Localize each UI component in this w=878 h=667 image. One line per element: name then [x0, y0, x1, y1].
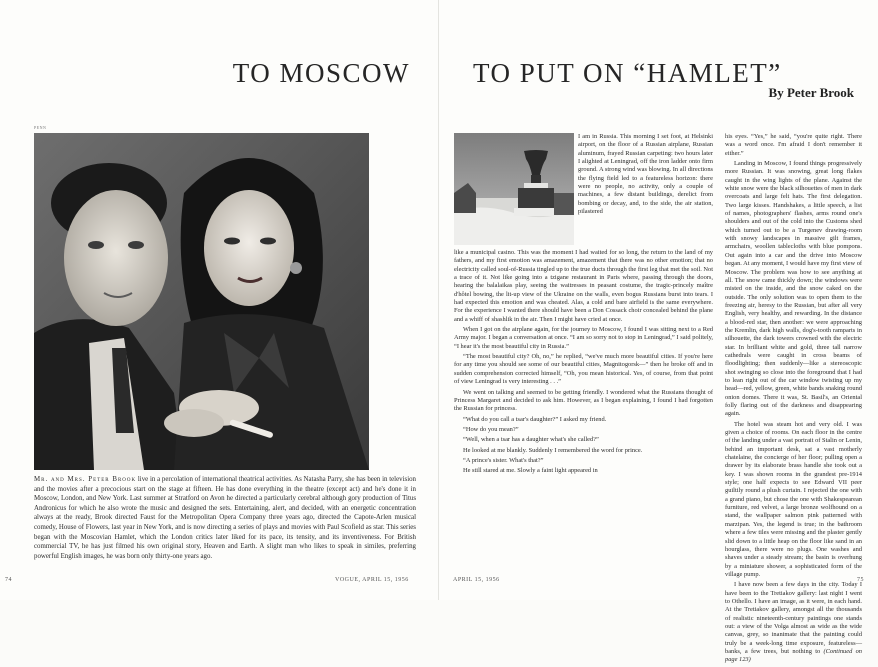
article-paragraph: He still stared at me. Slowly a faint light appeared in — [463, 467, 598, 475]
article-paragraph: “How do you mean?” — [463, 425, 519, 433]
portrait-photo — [34, 133, 369, 470]
article-paragraph: I am in Russia. This morning I set foot, at Helsinki airport, on the floor of a Russian airplane, Russian aluminum, frayed Russian carpeting: two hours later I alighted at Leningrad, off the iron ladder onto firm ground. A strong wind was blowing. In all directions the flying field led to a featureless horizon: there were no people, no activity, only a couple of machines, a few distant buildings, derelict from bombing or decay, and, to the side, the air station, pilastered — [578, 133, 713, 216]
photo-caption — [34, 475, 416, 561]
headline-right: TO PUT ON “HAMLET” — [473, 58, 782, 89]
right-page — [439, 0, 878, 664]
article-paragraph: like a municipal casino. This was the moment I had waited for so long, the return to the land of my fathers, and my first emotion was amazement, amazement that there was no other emotion; that no electricity called soul-of-Russia tingled up to the true ducts through the first leg that met the soil. Not a trace of it. Not like going into a tzigane restaurant in Paris where, passing through the doors, hearing the balalaikas play, seeing the waitresses in peasant costume, the tragic-princely maître d'hôtel bowing, the lit-up view of the Ukraine on the walls, even bogus Russians burst into tears. I had expected this emotion and was cheated. Alas, a cold and bare airfield is the same everywhere. For the experience I wanted there should have been a Don Cossack choir concealed behind the plane and a whiff of shashlik in the air. Then I might have cried at once. — [454, 249, 713, 323]
urn-snow-graphic — [454, 133, 574, 245]
headline-left: TO MOSCOW — [232, 58, 410, 89]
article-paragraph: The hotel was steam hot and very old. I was given a choice of rooms. On each floor in the centre of the landing under a vast portrait of Stalin or Lenin, behind an important desk, sat a vast motherly chatelaine, the concierge of her floor; pulling open a drawer by its elaborate brass handle she took out a key. I was shown rooms in the grandest pre-1914 style; one half expects to see Edward VII peer guiltily round a plush curtain. I rejected the one with a grand piano, but chose the one with Shakespearean furniture, red velvet, a large bronze wolfhound on a stand, the wallpaper salmon pink patterned with marzipan. Yes, the legend is true; in the bathroom where a few tiles were missing and the plaster gently slid down to a little heap on the floor like sand in an hourglass, there were no plugs. One washes and shaves under a steady stream; the basin is overhung by a miniature shower, a sophisticated form of the village pump. — [725, 420, 862, 578]
continued-note[interactable]: (Continued on page 123) — [725, 647, 862, 664]
article-paragraph: “A prince's sister. What's that?” — [463, 456, 544, 464]
caption-text: live in a percolation of international theatrical activities. As Natasha Parry, she has been in television and the movies after a precocious start on the stage at fifteen. He has done everything in the theatre (except act) and he's done it in Moscow, London, and New York. Last summer at Stratford on Avon he directed a particularly cerebral although gory production of Titus Andronicus for which he also wrote the music and designed the sets. Entertaining, alert, and decided, with an energetic concentration always at the ready, Brook directed Faust for the Metropolitan Opera Company three years ago, directed the Capote-Arlen musical comedy, House of Flowers, last year in New York, and is now directing a series of plays and movies with Paul Scofield as star. This series began with the Moscovian Hamlet, which the London critics later liked for its pace, its tensity, and its inventiveness. For British commercial TV, he has just filmed his own original story, Heaven and Earth. A slight man who likes to speak in similes, preferring powerful English images, he was born only thirty-one years ago. — [34, 476, 416, 560]
article-paragraph: “Well, when a tsar has a daughter what's she called?” — [463, 436, 599, 444]
left-page — [0, 0, 439, 600]
photo-credit: PENN — [34, 125, 47, 130]
article-paragraph: “The most beautiful city? Oh, no,” he replied, “we've much more beautiful cities. If you're here for any time you should see some of our beautiful cities, Magnitogorsk—” then he broke off and in sudden comprehension corrected himself, “Oh, you mean historical. Yes, of course, from that point of view Leningrad is very interesting . . .” — [454, 353, 713, 386]
article-paragraph: We went on talking and seemed to be getting friendly. I wondered what the Russians thought of Princess Margaret and decided to ask him. However, as I began explaining, I found I had forgotten the Russian for princess. — [454, 388, 713, 413]
article-text: I have now been a few days in the city. Today I have been to the Tretiakov gallery: last night I went to Othello. I have an image, as it were, in each hand. At the Tretiakov gallery, amongst all the thousands of realistic nineteenth-century paintings one stands out: a view of the Volga almost as wide as the wide canvas, grey, so inanimate that the painting could truly be a week-long time exposure, featureless—banks, a few trees, but nothing to — [725, 581, 862, 655]
article-column-2 — [454, 249, 713, 478]
folio-left-number: 74 — [5, 577, 12, 583]
folio-right-number: 75 — [857, 577, 864, 583]
article-paragraph: When I got on the airplane again, for the journey to Moscow, I found I was sitting next to a Red Army major. I began a conversation at once. “I am so sorry not to stop in Leningrad,” I said politely, “I hear it's the most beautiful city in Russia.” — [454, 326, 713, 350]
article-paragraph: Landing in Moscow, I found things progressively more Russian. It was snowing, great long flakes caught in the wing lights of the plane. Against the white snow were the black silhouettes of men in dark overcoats and large felt hats. The first delegation. Two large kisses. Handshakes, a little speech, a list of names, photographers' flashes, arms round one's shoulders and out of the cold into the Customs shed which turned out to be a Turgenev drawing-room with snowy landscapes in massive gilt frames, armchairs, woollen tablecloths with blue pompons. Out again into a car and the drive into Moscow began. At any moment, I would have my first view of Moscow. The problem was how to see anything at all. The snow came thickly down; the windows were misted on the inside, and the snow caked on the outside. The only solution was to open them to the freezing air, heresy to the Russian, but after all very English, very healthy, and rewarding. In the distance a blood-red star, then another: we were approaching the Kremlin, dark high walls, dog's-tooth ramparts in silhouette, the dark towers crowned with the electric star. In brilliant white and gold, three tall narrow cathedrals were caught in cross beams of floodlighting; then suddenly—like a stereoscopic shot swinging so close into the foreground that I had to lean right out of the car window twisting up my head—red, yellow, green, white bands snaking round onion domes. There it was, St. Basil's, an Oriental folly flaring out of the darkness and disappearing again. — [725, 160, 863, 418]
urn-snow-photo — [454, 133, 574, 245]
folio-left-center: VOGUE, APRIL 15, 1956 — [335, 577, 409, 583]
byline: By Peter Brook — [768, 85, 854, 100]
article-paragraph: “What do you call a tsar's daughter?” I asked my friend. — [463, 415, 607, 423]
article-paragraph: He looked at me blankly. Suddenly I remembered the word for prince. — [463, 446, 643, 454]
portrait-photo-graphic — [34, 133, 369, 470]
article-paragraph: his eyes. “Yes,” he said, “you're quite right. There was a word once. I'm afraid I don't remember it either.” — [725, 133, 862, 157]
caption-names: Mr. and Mrs. Peter Brook — [34, 476, 137, 483]
article-column-1 — [578, 133, 713, 218]
folio-right-center: APRIL 15, 1956 — [453, 577, 500, 583]
article-paragraph — [725, 581, 862, 664]
article-column-3 — [725, 133, 862, 667]
